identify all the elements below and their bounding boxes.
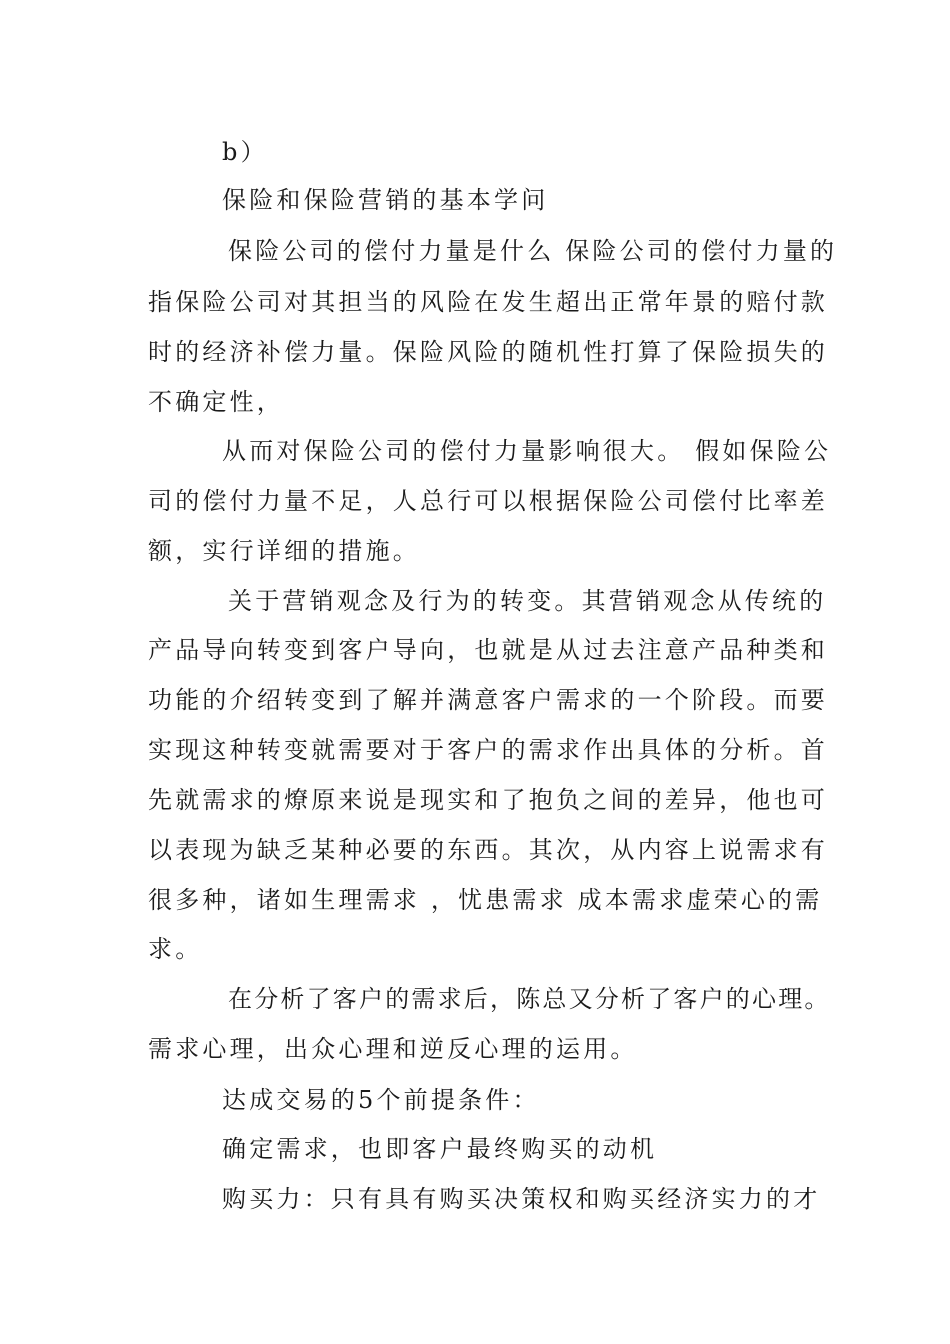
paragraph-line: 确定需求，也即客户最终购买的动机 xyxy=(222,1135,658,1163)
paragraph-line: 指保险公司对其担当的风险在发生超出正常年景的赔付款 xyxy=(148,288,828,316)
paragraph-line: 以表现为缺乏某种必要的东西。其次，从内容上说需求有 xyxy=(148,836,828,864)
paragraph-line: 产品导向转变到客户导向，也就是从过去注意产品种类和 xyxy=(148,636,828,664)
paragraph-line: 司的偿付力量不足，人总行可以根据保险公司偿付比率差 xyxy=(148,487,828,515)
paragraph-line: 实现这种转变就需要对于客户的需求作出具体的分析。首 xyxy=(148,736,828,764)
paragraph-line: 需求心理，出众心理和逆反心理的运用。 xyxy=(148,1035,638,1063)
paragraph-line: 很多种，诸如生理需求 ，忧患需求 成本需求虚荣心的需 xyxy=(148,886,823,914)
paragraph-line: 先就需求的燎原来说是现实和了抱负之间的差异，他也可 xyxy=(148,786,828,814)
paragraph-line: 从而对保险公司的偿付力量影响很大。 假如保险公 xyxy=(222,437,832,465)
paragraph-line: 时的经济补偿力量。保险风险的随机性打算了保险损失的 xyxy=(148,338,828,366)
paragraph-line: 不确定性， xyxy=(148,388,284,416)
paragraph-line: 功能的介绍转变到了解并满意客户需求的一个阶段。而要 xyxy=(148,686,828,714)
paragraph-line: 关于营销观念及行为的转变。其营销观念从传统的 xyxy=(228,587,827,615)
section-label: b） xyxy=(222,138,268,166)
paragraph-line: 购买力：只有具有购买决策权和购买经济实力的才 xyxy=(222,1185,821,1213)
paragraph-line: 求。 xyxy=(148,935,203,963)
paragraph-line: 额，实行详细的措施。 xyxy=(148,537,420,565)
paragraph-line: 达成交易的5个前提条件： xyxy=(222,1086,540,1114)
section-heading: 保险和保险营销的基本学问 xyxy=(222,186,549,214)
paragraph-line: 在分析了客户的需求后，陈总又分析了客户的心理。 xyxy=(228,985,831,1013)
paragraph-line: 保险公司的偿付力量是什么 保险公司的偿付力量的 xyxy=(228,237,838,265)
